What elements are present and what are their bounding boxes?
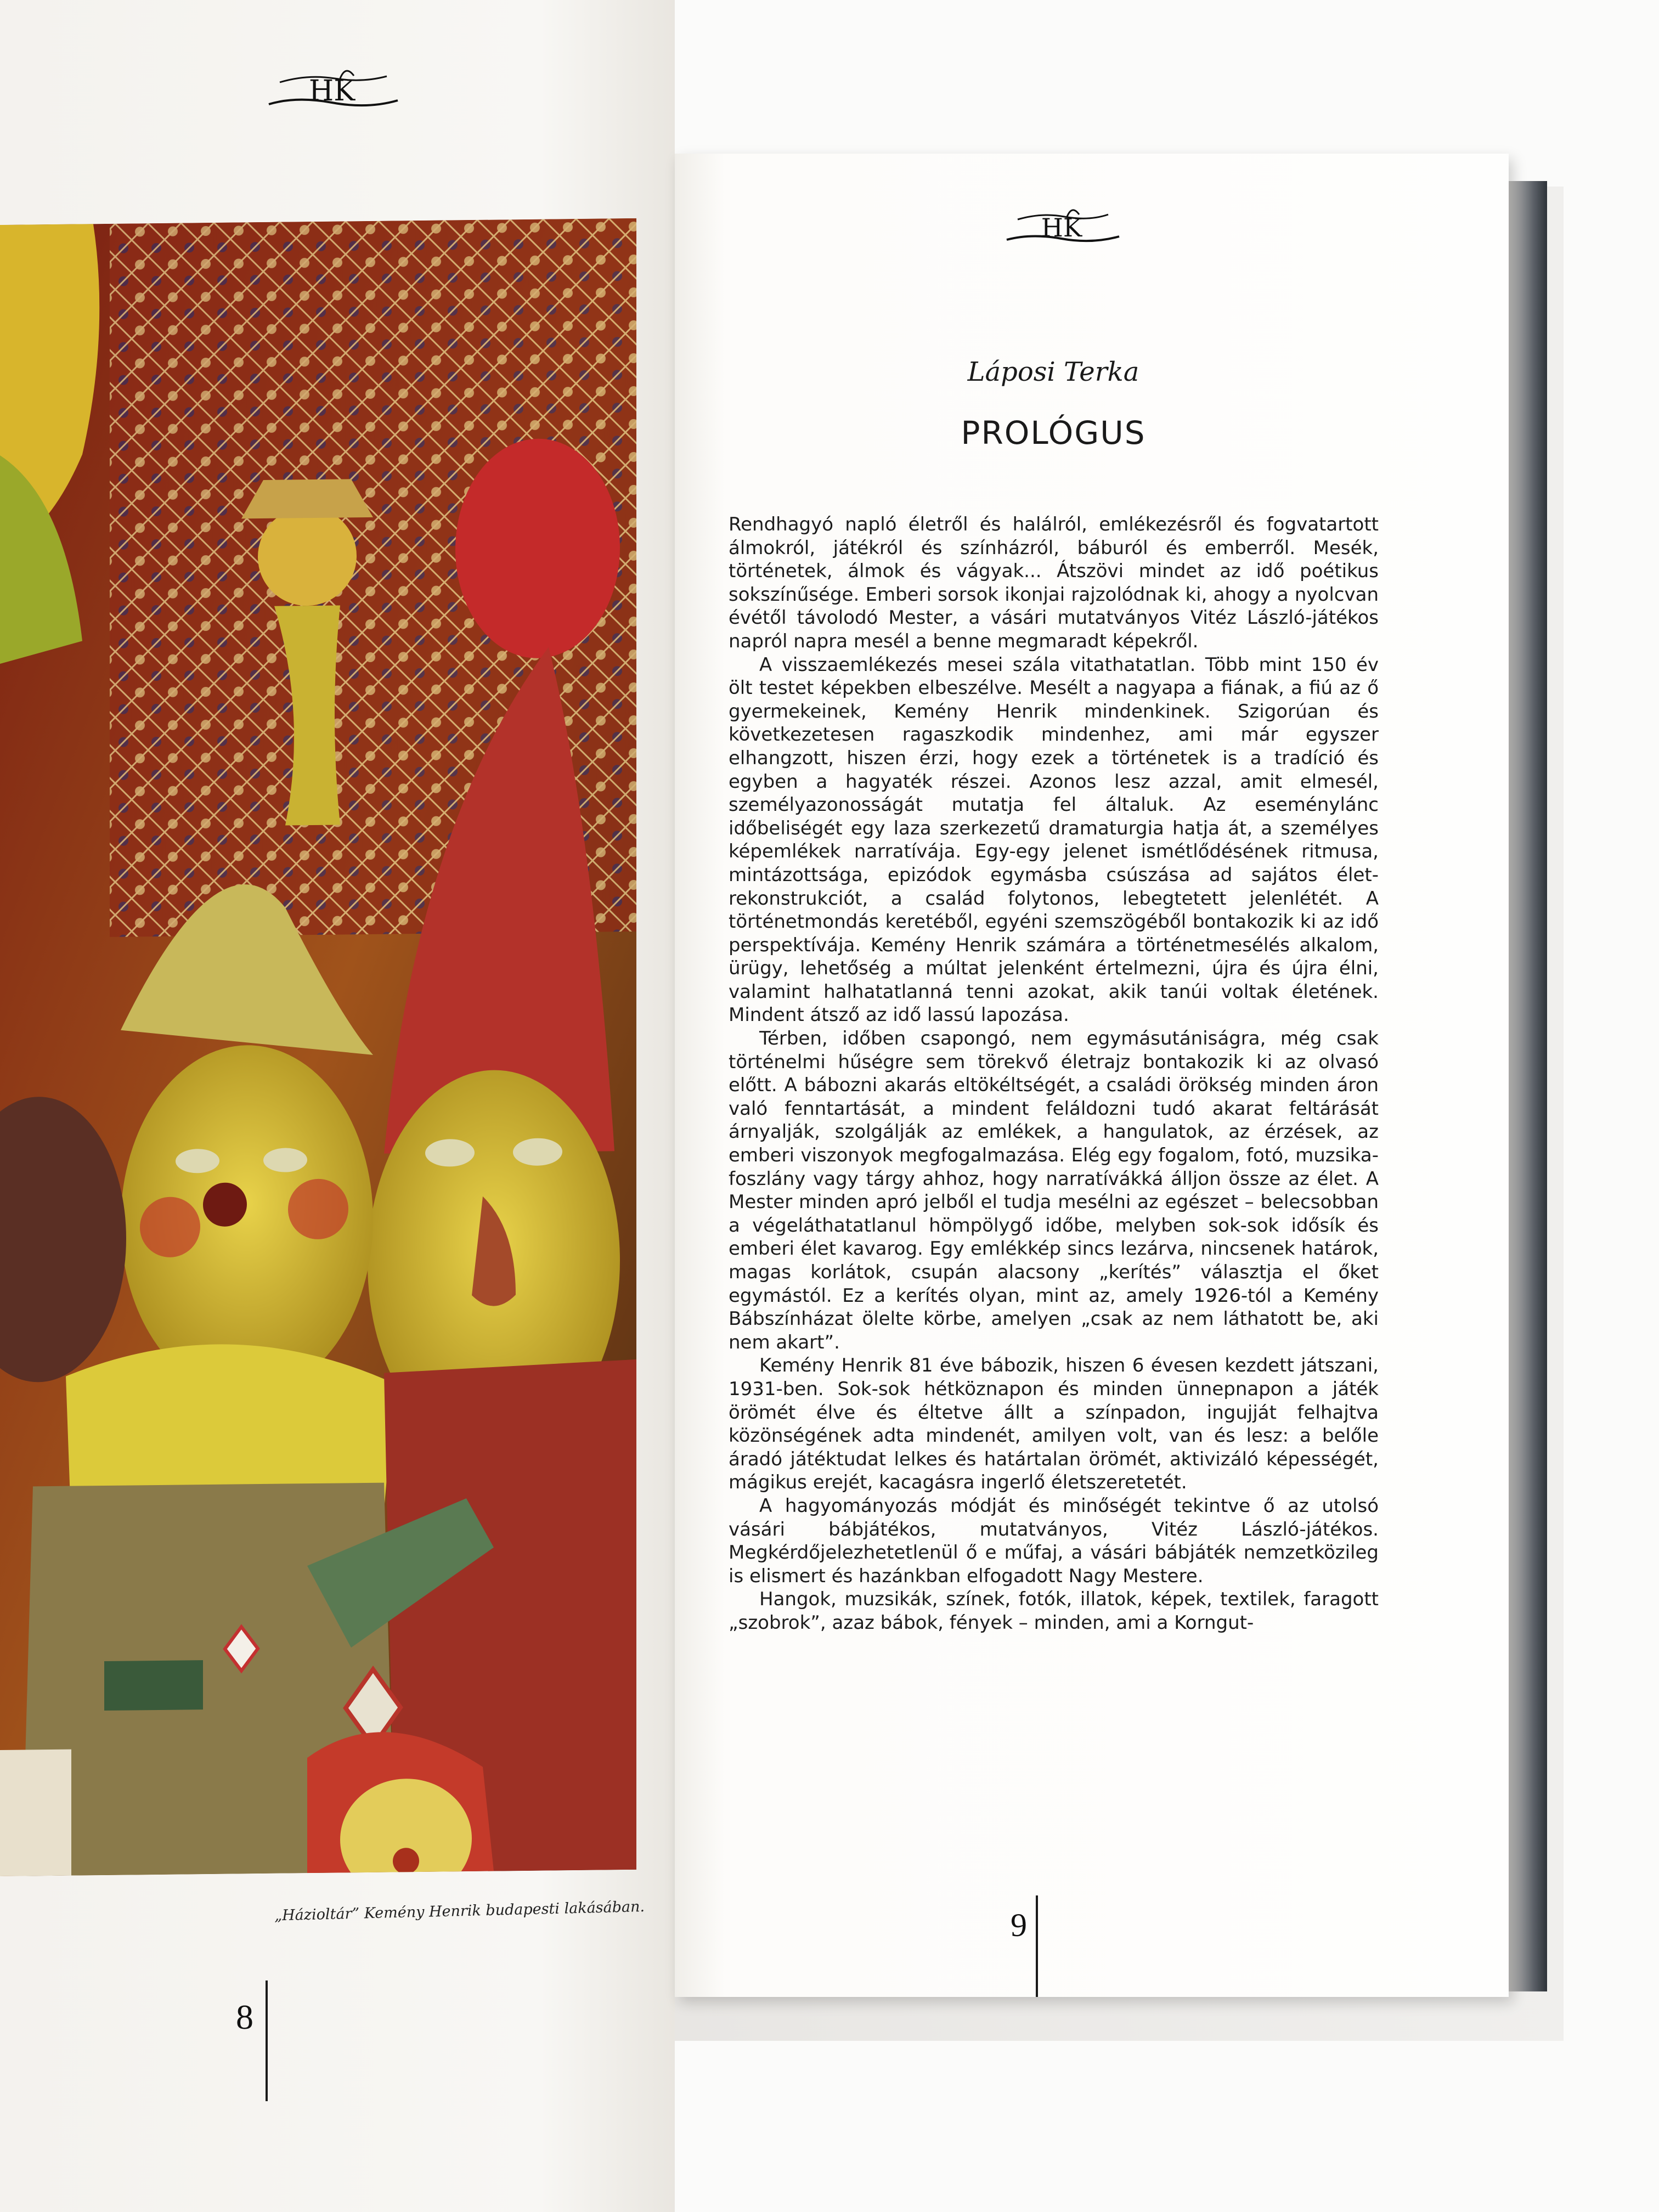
right-page-number: 9	[1011, 1907, 1027, 1943]
page-number-rule	[266, 1980, 268, 2101]
svg-text:HK: HK	[308, 75, 356, 108]
paragraph: Térben, időben csapongó, nem egymásutániságra, még csak történelmi hűségre sem törekvő életrajz bontakozik ki az olvasó előtt. A bábozni akarás eltökéltségét, a családi örökség minden áron való fenntartását, a mindent feláldozni tudó akarat feltárását árnyalják, szolgálják az emlékek, a hangulatok, az érzések, az emberi viszonyok megfogalmazása. Elég egy fogalom, fotó, muzsika-foszlány vagy tárgy ahhoz, hogy narratívákká álljon össze az élet. A Mester minden apró jelből el tudja mesélni az egészet – belecsobban a végeláthatatlanul hömpölygő időbe, melyben sok-sok idősík és emberi élet kavarog. Egy emlékkép sincs lezárva, nincsenek határok, magas korlátok, csupán alacsony „kerítés” választja el őket egymástól. Ez a kerítés olyan, mint az, amely 1926-tól a Kemény Bábszínházat ölelte körbe, amelyen „csak az nem láthatott be, aki nem akart”.	[729, 1028, 1379, 1353]
paragraph: Hangok, muzsikák, színek, fotók, illatok, képek, textilek, faragott „szobrok”, azaz bábok, fények – minden, ami a Korngut-	[729, 1588, 1379, 1634]
chapter-title: PROLÓGUS	[961, 414, 1146, 452]
photo-caption: „Házioltár” Kemény Henrik budapesti lakásában.	[274, 1898, 645, 1925]
paragraph: A hagyományozás módját és minőségét tekintve ő az utolsó vásári bábjátékos, mutatványos, Vitéz László-játékos. Megkérdőjelezhetetlenül ő e műfaj, a vásári bábjáték nemzetközileg is elismert és hazánkban elfogadott Nagy Mestere.	[729, 1494, 1379, 1587]
left-page	[0, 0, 675, 2212]
paragraph: Kemény Henrik 81 éve bábozik, hiszen 6 évesen kezdett játszani, 1931-ben. Sok-sok hétköznapon és minden ünnepnapon a játék örömét élve és éltetve állt a színpadon, ingujját felhajtva közönségének adta mindenét, amilyen volt, van és lesz: a belőle áradó játéktudat lelkes és határtalan örömét, aktivizáló képességét, mágikus erejét, kacagásra ingerlő életszeretetét.	[729, 1355, 1379, 1494]
svg-text:HK: HK	[1041, 213, 1082, 242]
book-cover-edge	[1503, 181, 1547, 1991]
hk-logo-icon	[258, 52, 406, 129]
left-page-number: 8	[236, 1997, 253, 2036]
page-number-rule	[1036, 1895, 1038, 1997]
hk-logo-icon	[998, 195, 1125, 261]
paragraph: Rendhagyó napló életről és halálról, emlékezésről és fogvatartott álmokról, játékról és színházról, báburól és emberről. Mesék, történetek, álmok és vágyak... Átszövi mindet az idő poétikus sokszínűsége. Emberi sorsok ikonjai rajzolódnak ki, ahogy a nyolcvan évétől távolodó Mester, a vásári mutatványos Vitéz László-játékos napról napra mesél a benne megmaradt képekről.	[729, 514, 1379, 652]
chapter-author: Láposi Terka	[967, 357, 1139, 387]
paragraph: A visszaemlékezés mesei szála vitathatatlan. Több mint 150 év ölt testet képekben elbeszélve. Mesélt a nagyapa a fiának, a fiú az ő gyermekeinek, Kemény Henrik mindenkinek. Szigorúan és következetesen ragaszkodik mindenhez, ami már egyszer elhangzott, hiszen érzi, hogy ezek a történetek is a tradíció és egyben a hagyaték részei. Azonos lesz azzal, amit elmesél, személyazonosságát mutatja fel általuk. Az eseménylánc időbeliségét egy laza szerkezetű dramaturgia hatja át, a személyes képemlékek narratívája. Egy-egy jelenet ismétlődésének ritmusa, mintázottsága, epizódok egymásba csúszása ad sajátos élet-rekonstrukciót, a család folytonos, lebegtetett jelenlétét. A történetmondás keretéből, egyéni szemszögéből bontakozik ki az idő perspektívája. Kemény Henrik számára a történetmesélés alkalom, ürügy, lehetőség a múltat jelenként értelmezni, újra és újra élni, valamint halhatatlanná tenni azokat, akik tanúi voltak életének. Mindent átsző az idő lassú lapozása.	[729, 653, 1379, 1026]
chapter-body	[729, 513, 1379, 1635]
puppets-photo	[0, 218, 636, 1876]
